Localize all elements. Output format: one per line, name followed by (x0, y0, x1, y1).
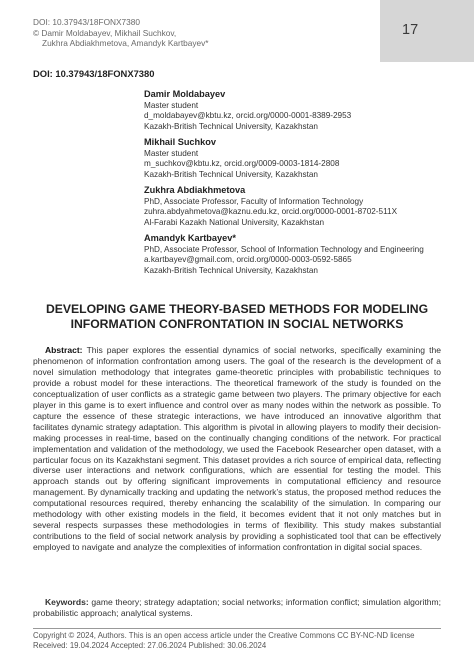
header-copyright-line2: Zukhra Abdiakhmetova, Amandyk Kartbayev* (42, 38, 209, 49)
page-number: 17 (402, 22, 419, 38)
author-position: PhD, Associate Professor, School of Information Technology and Engineering (144, 244, 424, 254)
author-block (144, 89, 464, 132)
header-doi: DOI: 10.37943/18FONX7380 (33, 17, 141, 27)
article-doi: DOI: 10.37943/18FONX7380 (33, 68, 155, 79)
author-position: Master student (144, 148, 199, 158)
author-name: Amandyk Kartbayev* (144, 233, 236, 243)
author-contact: a.kartbayev@gmail.com, orcid.org/0000-0003-0592-5865 (144, 255, 352, 264)
header-copyright-line1: © Damir Moldabayev, Mikhail Suchkov, (33, 27, 177, 38)
author-name: Mikhail Suchkov (144, 137, 216, 147)
footer-divider (33, 628, 441, 629)
article-title-line: DEVELOPING GAME THEORY-BASED METHODS FOR MODELING (45, 302, 429, 316)
keywords (33, 597, 441, 619)
author-block (144, 185, 464, 228)
author-affiliation: Al-Farabi Kazakh National University, Kazakhstan (144, 217, 325, 227)
article-title-line: INFORMATION CONFRONTATION IN SOCIAL NETWORKS (70, 317, 404, 331)
author-block (144, 233, 464, 276)
author-affiliation: Kazakh-British Technical University, Kazakhstan (144, 121, 318, 131)
keywords-text: game theory; strategy adaptation; social networks; information conflict; simulation algorithm; probabilistic approach; analytical systems. (33, 597, 441, 618)
author-list (144, 89, 464, 281)
author-name: Damir Moldabayev (144, 89, 226, 99)
author-position: Master student (144, 100, 199, 110)
author-contact: m_suchkov@kbtu.kz, orcid.org/0009-0003-1814-2808 (144, 159, 340, 168)
footer (33, 631, 453, 651)
author-name: Zukhra Abdiakhmetova (144, 185, 246, 195)
author-position: PhD, Associate Professor, Faculty of Information Technology (144, 196, 364, 206)
running-header (33, 17, 363, 49)
license-text: Copyright © 2024, Authors. This is an open access article under the Creative Commons CC BY-NC-ND license (33, 631, 415, 640)
author-affiliation: Kazakh-British Technical University, Kazakhstan (144, 169, 318, 179)
keywords-label: Keywords: (45, 597, 92, 607)
author-contact: zuhra.abdyahmetova@kaznu.edu.kz, orcid.org/0000-0001-8702-511X (144, 207, 398, 216)
article-title (30, 302, 444, 332)
author-affiliation: Kazakh-British Technical University, Kazakhstan (144, 265, 318, 275)
author-block (144, 137, 464, 180)
publication-dates: Received: 19.04.2024 Accepted: 27.06.2024 Published: 30.06.2024 (33, 640, 267, 650)
abstract (33, 345, 441, 553)
abstract-text: This paper explores the essential dynamics of social networks, specifically examining the phenomenon of information confrontation among users. The goal of the research is the development of a novel simulation methodology that integrates game-theoretic principles with probabilistic techniques to provide a robust model for these interactions. The theoretical framework of the study is founded on the conceptualization of user conflicts as a strategic game between two players. The primary objective for each player in this game is to exert influence and control over as many nodes within the network as possible. To capture the essence of these strategic interactions, we have introduced an innovative algorithm that facilitates dynamic strategy adaptation. This algorithm is pivotal in allowing players to modify their decision-making processes in real-time, based on the continually changing conditions of the network. For practical implementation and validation of the methodology, we used the Facebook Researcher open dataset, with a particular focus on its Kazakhstani segment. This dataset provides a rich source of empirical data, reflecting diverse user interactions and network configurations, which are essential for testing the model. This approach stands out by offering significant improvements in computational efficiency and resource management. By dynamically tracking and updating the network’s status, the proposed method reduces the computational resources required, thereby enhancing the scalability of the simulation. In comparing our methodology with other existing models in the field, it becomes evident that it not only matches but in several respects surpasses these methodologies in terms of flexibility. This study makes substantial contributions to the field of social network analysis by providing a sophisticated tool that can be effectively employed to navigate and analyze the complexities of information confrontation in digital social spaces. (33, 345, 441, 553)
author-contact: d_moldabayev@kbtu.kz, orcid.org/0000-0001-8389-2953 (144, 111, 352, 120)
abstract-label: Abstract: (45, 345, 87, 355)
